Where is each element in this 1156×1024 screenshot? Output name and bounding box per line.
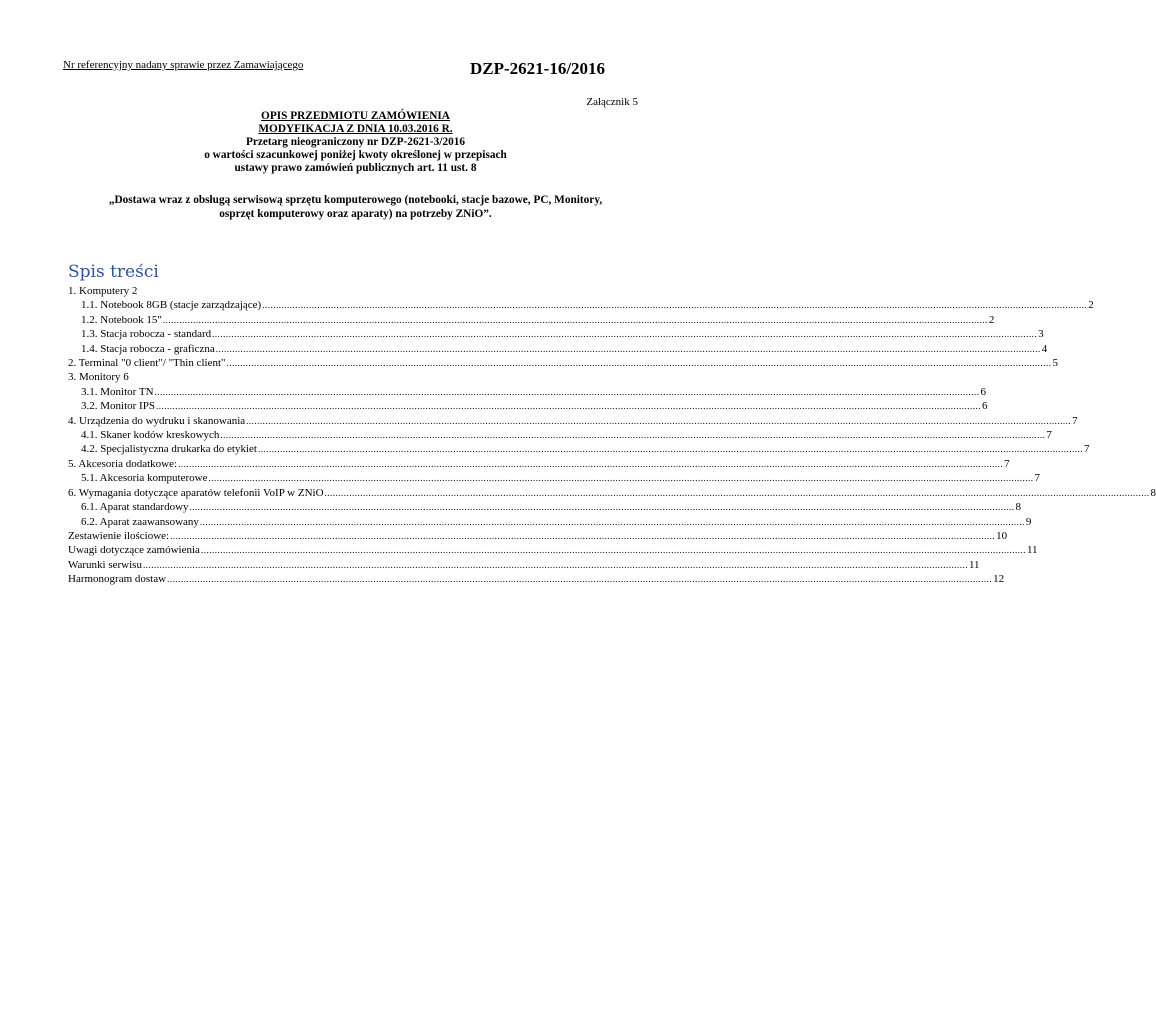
toc-entry[interactable]	[68, 529, 1008, 543]
toc-entry-label: Zestawienie ilościowe:	[68, 529, 170, 542]
toc-entry[interactable]	[68, 428, 1052, 442]
toc-page-number: 8	[1150, 486, 1156, 499]
toc-entry[interactable]	[68, 298, 1094, 312]
toc-dot-leader: ............................................................................................................................................................................................................................................................................................................	[199, 516, 1025, 527]
toc-entry-label: Warunki serwisu	[68, 558, 142, 571]
attachment-label: Załącznik 5	[586, 96, 638, 108]
toc-entry-label: 1.2. Notebook 15"	[81, 313, 162, 326]
value-line: o wartości szacunkowej poniżej kwoty określonej w przepisach	[204, 149, 507, 161]
table-of-contents	[68, 284, 1156, 587]
toc-page-number: 6	[981, 400, 988, 413]
toc-entry-label: 3.2. Monitor IPS	[81, 400, 155, 413]
toc-entry[interactable]	[68, 284, 618, 298]
toc-entry-label: 5. Akcesoria dodatkowe:	[68, 457, 178, 470]
toc-page-number: 3	[1038, 328, 1044, 341]
toc-entry-label: 4.2. Specjalistyczna drukarka do etykiet	[81, 443, 257, 456]
toc-entry[interactable]	[68, 457, 1010, 471]
toc-entry-label: 3. Monitory 6	[68, 371, 129, 384]
modification-line: MODYFIKACJA Z DNIA 10.03.2016 R.	[258, 123, 453, 135]
toc-dot-leader: ............................................................................................................................................................................................................................................................................................................	[262, 300, 1088, 311]
toc-heading: Spis treści	[68, 262, 159, 282]
law-line: ustawy prawo zamówień publicznych art. 11 ust. 8	[234, 162, 477, 174]
toc-entry-label: 4. Urządzenia do wydruku i skanowania	[68, 414, 246, 427]
subject-line: osprzęt komputerowy oraz aparaty) na potrzeby ZNiO”.	[219, 208, 492, 220]
toc-entry-label: 4.1. Skaner kodów kreskowych	[81, 429, 220, 442]
toc-entry[interactable]	[68, 572, 1005, 586]
toc-dot-leader: ............................................................................................................................................................................................................................................................................................................	[200, 545, 1026, 556]
toc-entry[interactable]	[68, 486, 1156, 500]
subject-line: „Dostawa wraz z obsługą serwisową sprzętu komputerowego (notebooki, stacje bazowe, PC, Monitory,	[108, 194, 603, 206]
toc-dot-leader: ............................................................................................................................................................................................................................................................................................................	[178, 458, 1004, 469]
toc-entry[interactable]	[68, 370, 618, 384]
toc-page-number: 7	[1004, 457, 1010, 470]
toc-page-number: 5	[1052, 357, 1059, 370]
toc-entry-label: 2. Terminal "0 client"/ "Thin client"	[68, 357, 226, 370]
toc-dot-leader: ............................................................................................................................................................................................................................................................................................................	[154, 386, 980, 397]
toc-entry-label: 5.1. Akcesoria komputerowe	[81, 472, 208, 485]
reference-note: Nr referencyjny nadany sprawie przez Zamawiającego	[63, 59, 304, 71]
case-number: DZP-2621-16/2016	[470, 59, 606, 78]
toc-entry[interactable]	[68, 342, 1048, 356]
toc-entry-label: 1.4. Stacja robocza - graficzna	[81, 342, 215, 355]
toc-dot-leader: ............................................................................................................................................................................................................................................................................................................	[226, 358, 1052, 369]
toc-entry[interactable]	[68, 543, 1038, 557]
toc-dot-leader: ............................................................................................................................................................................................................................................................................................................	[170, 530, 996, 541]
toc-dot-leader: ............................................................................................................................................................................................................................................................................................................	[257, 444, 1083, 455]
toc-page-number: 7	[1034, 472, 1040, 485]
toc-entry-label: Uwagi dotyczące zamówienia	[68, 544, 200, 557]
toc-page-number: 4	[1041, 342, 1048, 355]
toc-entry[interactable]	[68, 471, 1040, 485]
toc-entry[interactable]	[68, 558, 980, 572]
toc-dot-leader: ............................................................................................................................................................................................................................................................................................................	[142, 559, 968, 570]
toc-page-number: 6	[980, 385, 987, 398]
toc-entry-label: 1. Komputery 2	[68, 285, 138, 297]
toc-dot-leader: ............................................................................................................................................................................................................................................................................................................	[162, 314, 988, 325]
toc-entry-label: 6.1. Aparat standardowy	[81, 501, 189, 514]
tender-line: Przetarg nieograniczony nr DZP-2621-3/2016	[245, 136, 466, 148]
toc-page-number: 10	[996, 529, 1008, 542]
toc-dot-leader: ............................................................................................................................................................................................................................................................................................................	[220, 430, 1046, 441]
toc-dot-leader: ............................................................................................................................................................................................................................................................................................................	[167, 574, 993, 585]
toc-entry[interactable]	[68, 327, 1044, 341]
toc-entry[interactable]	[68, 385, 987, 399]
toc-dot-leader: ............................................................................................................................................................................................................................................................................................................	[208, 473, 1034, 484]
toc-entry-label: 6. Wymagania dotyczące aparatów telefonii VoIP w ZNiO	[68, 486, 324, 499]
toc-entry[interactable]	[68, 313, 995, 327]
toc-page-number: 7	[1083, 443, 1090, 456]
toc-dot-leader: ............................................................................................................................................................................................................................................................................................................	[246, 415, 1072, 426]
toc-entry[interactable]	[68, 356, 1059, 370]
toc-dot-leader: ............................................................................................................................................................................................................................................................................................................	[189, 502, 1015, 513]
toc-page-number: 11	[1026, 544, 1038, 557]
toc-dot-leader: ............................................................................................................................................................................................................................................................................................................	[212, 329, 1038, 340]
toc-page-number: 2	[988, 313, 995, 326]
toc-page-number: 9	[1025, 515, 1032, 528]
toc-page-number: 7	[1072, 414, 1078, 427]
toc-dot-leader: ............................................................................................................................................................................................................................................................................................................	[215, 343, 1041, 354]
subject-block	[63, 193, 648, 221]
toc-dot-leader: ............................................................................................................................................................................................................................................................................................................	[324, 487, 1150, 498]
title-block	[63, 110, 648, 175]
toc-page-number: 7	[1046, 429, 1052, 442]
title-line: OPIS PRZEDMIOTU ZAMÓWIENIA	[261, 110, 450, 122]
toc-entry[interactable]	[68, 500, 1022, 514]
toc-entry[interactable]	[68, 442, 1090, 456]
toc-page-number: 11	[968, 558, 980, 571]
toc-entry-label: 1.1. Notebook 8GB (stacje zarządzające)	[81, 299, 262, 312]
toc-page-number: 2	[1088, 299, 1094, 312]
toc-page-number: 8	[1015, 501, 1022, 514]
toc-page-number: 12	[993, 573, 1005, 586]
toc-entry[interactable]	[68, 414, 1078, 428]
toc-entry-label: 1.3. Stacja robocza - standard	[81, 328, 212, 341]
toc-entry-label: 6.2. Aparat zaawansowany	[81, 515, 199, 528]
toc-entry[interactable]	[68, 399, 988, 413]
toc-dot-leader: ............................................................................................................................................................................................................................................................................................................	[155, 401, 981, 412]
toc-entry-label: 3.1. Monitor TN	[81, 385, 154, 398]
toc-entry[interactable]	[68, 515, 1032, 529]
toc-entry-label: Harmonogram dostaw	[68, 573, 167, 586]
